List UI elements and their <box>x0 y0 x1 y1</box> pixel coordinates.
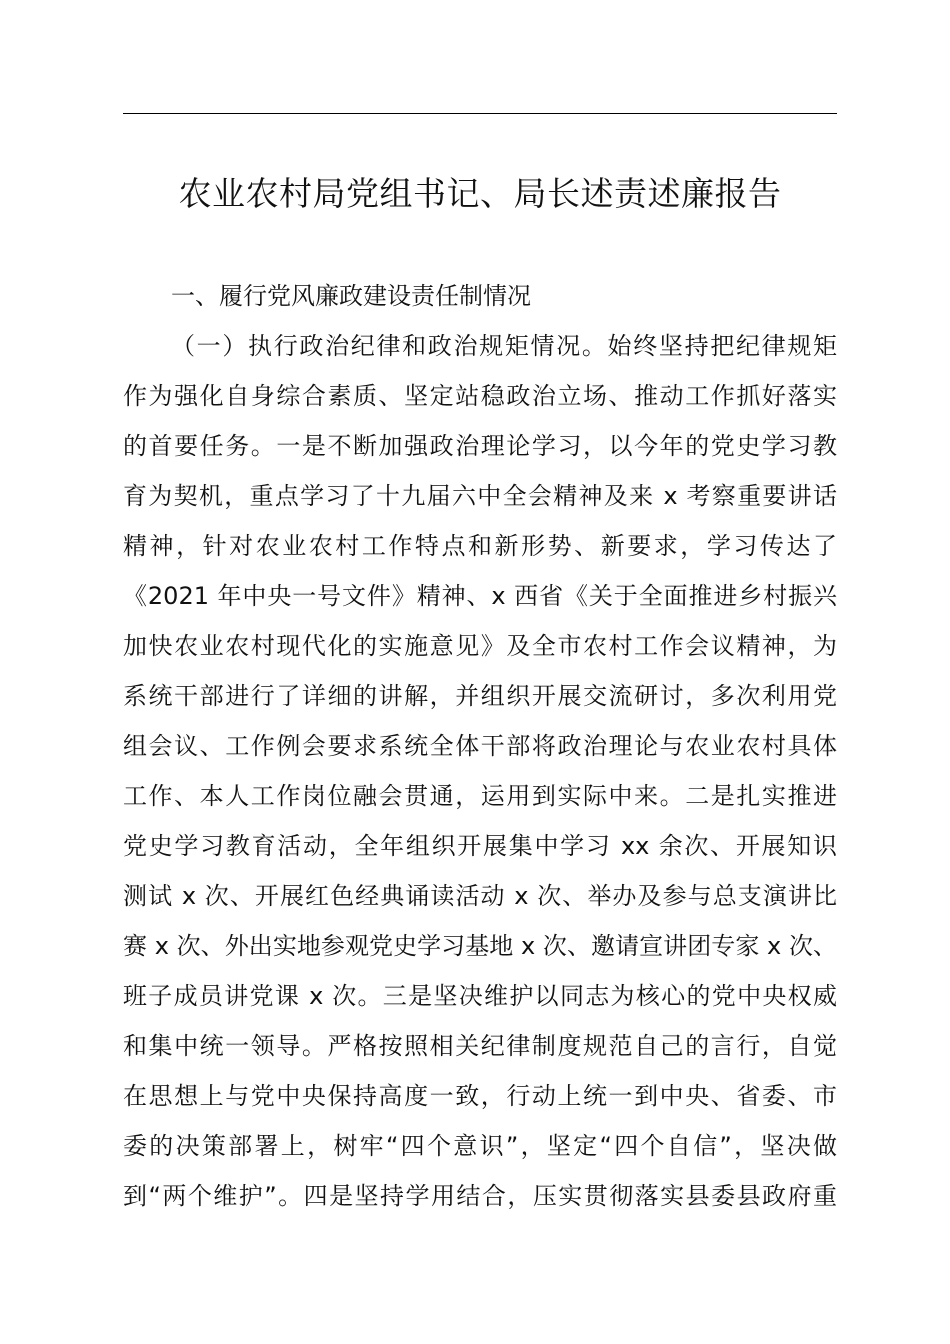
body-line: 在思想上与党中央保持高度一致，行动上统一到中央、省委、市 <box>123 1082 837 1110</box>
body-line: 加快农业农村现代化的实施意见》及全市农村工作会议精神，为 <box>123 632 837 660</box>
body-line: 测试 x 次、开展红色经典诵读活动 x 次、举办及参与总支演讲比 <box>123 882 837 910</box>
section-heading: 一、履行党风廉政建设责任制情况 <box>171 282 531 310</box>
body-line: 组会议、工作例会要求系统全体干部将政治理论与农业农村具体 <box>123 732 837 760</box>
body-line: 《2021 年中央一号文件》精神、x 西省《关于全面推进乡村振兴 <box>123 582 837 610</box>
body-line: 和集中统一领导。严格按照相关纪律制度规范自己的言行，自觉 <box>123 1032 837 1060</box>
body-line: 育为契机，重点学习了十九届六中全会精神及来 x 考察重要讲话 <box>123 482 837 510</box>
body-line: 作为强化自身综合素质、坚定站稳政治立场、推动工作抓好落实 <box>123 382 837 410</box>
body-line: 赛 x 次、外出实地参观党史学习基地 x 次、邀请宣讲团专家 x 次、 <box>123 932 837 960</box>
body-line: 精神，针对农业农村工作特点和新形势、新要求，学习传达了 <box>123 532 837 560</box>
body-line: 的首要任务。一是不断加强政治理论学习，以今年的党史学习教 <box>123 432 837 460</box>
body-line: （一）执行政治纪律和政治规矩情况。始终坚持把纪律规矩 <box>171 332 837 360</box>
header-rule <box>123 113 837 114</box>
body-line: 党史学习教育活动，全年组织开展集中学习 xx 余次、开展知识 <box>123 832 837 860</box>
body-line: 到“两个维护”。四是坚持学用结合，压实贯彻落实县委县政府重 <box>123 1182 837 1210</box>
body-line: 系统干部进行了详细的讲解，并组织开展交流研讨，多次利用党 <box>123 682 837 710</box>
body-line: 委的决策部署上，树牢“四个意识”，坚定“四个自信”，坚决做 <box>123 1132 837 1160</box>
body-text <box>123 326 837 1226</box>
document-title: 农业农村局党组书记、局长述责述廉报告 <box>178 174 782 213</box>
body-line: 工作、本人工作岗位融会贯通，运用到实际中来。二是扎实推进 <box>123 782 837 810</box>
body-line: 班子成员讲党课 x 次。三是坚决维护以同志为核心的党中央权威 <box>123 982 837 1010</box>
